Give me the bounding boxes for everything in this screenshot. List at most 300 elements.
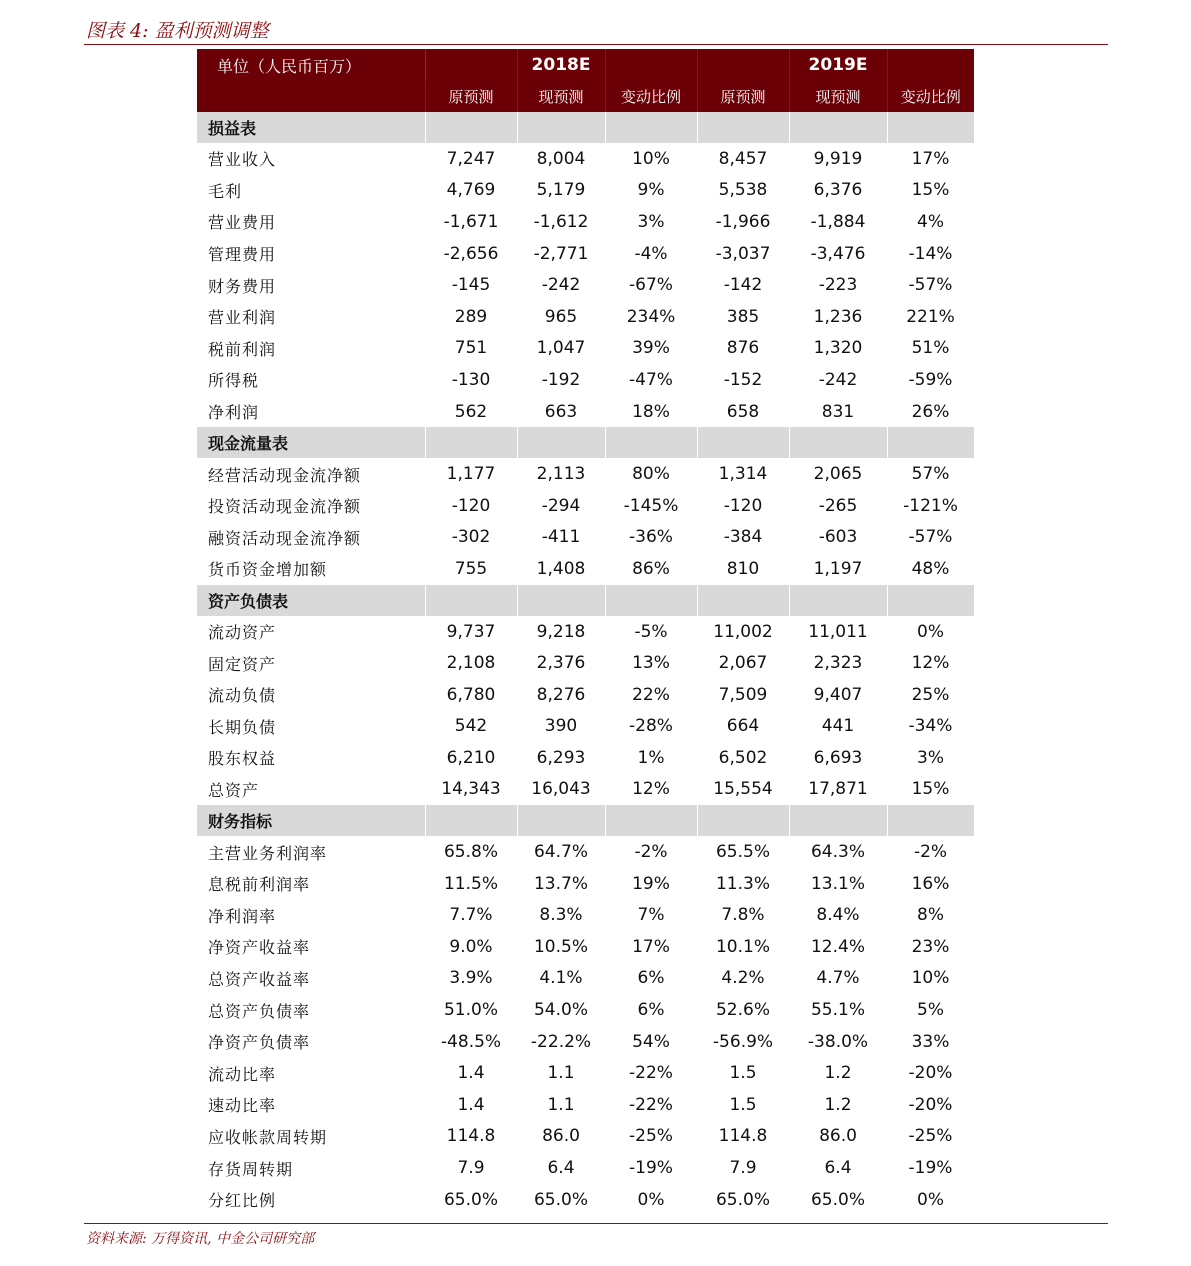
table-row bbox=[197, 931, 974, 963]
table-row bbox=[197, 1152, 974, 1184]
table-cell: -1,671 bbox=[443, 211, 499, 232]
subcol-header: 原预测 bbox=[697, 81, 789, 112]
figure-title: 图表 4: 盈利预测调整 bbox=[86, 20, 269, 42]
row-label: 速动比率 bbox=[208, 1096, 277, 1116]
row-label: 投资活动现金流净额 bbox=[208, 497, 362, 517]
table-cell: -2,656 bbox=[443, 243, 499, 264]
table-cell: 663 bbox=[544, 401, 578, 422]
table-cell: -121% bbox=[903, 495, 958, 516]
table-cell: 6,502 bbox=[718, 747, 768, 768]
table-cell: 12% bbox=[911, 653, 950, 674]
table-cell: 51.0% bbox=[443, 1000, 498, 1021]
section-spacer bbox=[517, 805, 605, 836]
table-cell: 9,919 bbox=[813, 148, 863, 169]
table-cell: 385 bbox=[726, 306, 760, 327]
table-cell: -22% bbox=[629, 1063, 673, 1084]
row-label: 营业收入 bbox=[208, 150, 277, 170]
row-label: 应收帐款周转期 bbox=[208, 1127, 328, 1147]
table-cell: 65.0% bbox=[443, 1189, 498, 1210]
table-cell: 4,769 bbox=[446, 180, 496, 201]
table-cell: -120 bbox=[723, 495, 763, 516]
table-row bbox=[197, 711, 974, 743]
table-cell: -19% bbox=[629, 1158, 673, 1179]
table-row bbox=[197, 994, 974, 1026]
header-spacer bbox=[425, 49, 517, 81]
section-spacer bbox=[789, 805, 887, 836]
table-cell: 54.0% bbox=[533, 1000, 588, 1021]
table-cell: 4% bbox=[917, 211, 944, 232]
row-label: 总资产 bbox=[208, 780, 260, 800]
table-cell: 8,004 bbox=[536, 148, 586, 169]
table-cell: 664 bbox=[726, 716, 760, 737]
unit-label: 单位（人民币百万） bbox=[197, 49, 425, 81]
table-cell: 1.2 bbox=[824, 1063, 852, 1084]
table-cell: -265 bbox=[818, 495, 858, 516]
section-title: 现金流量表 bbox=[197, 427, 425, 458]
table-cell: -59% bbox=[908, 369, 953, 390]
row-label: 财务费用 bbox=[208, 276, 277, 296]
table-cell: 39% bbox=[632, 338, 670, 359]
section-header-row bbox=[197, 112, 974, 143]
row-label: 流动资产 bbox=[208, 623, 277, 643]
table-cell: 33% bbox=[911, 1031, 950, 1052]
table-cell: -142 bbox=[723, 275, 763, 296]
table-cell: 441 bbox=[821, 716, 855, 737]
table-cell: 55.1% bbox=[810, 1000, 865, 1021]
table-cell: 15,554 bbox=[713, 779, 773, 800]
table-cell: 6% bbox=[637, 1000, 665, 1021]
table-cell: 9.0% bbox=[449, 936, 493, 957]
table-cell: -384 bbox=[723, 527, 763, 548]
table-cell: 1.2 bbox=[824, 1094, 852, 1115]
table-cell: 0% bbox=[637, 1189, 665, 1210]
subcol-header: 原预测 bbox=[425, 81, 517, 112]
row-label: 货币资金增加额 bbox=[208, 560, 328, 580]
table-cell: -22.2% bbox=[530, 1031, 592, 1052]
table-cell: 11.5% bbox=[443, 873, 498, 894]
table-body bbox=[197, 112, 974, 1215]
table-cell: 6,210 bbox=[446, 747, 496, 768]
table-cell: 52.6% bbox=[715, 1000, 770, 1021]
table-cell: 9,218 bbox=[536, 621, 586, 642]
section-spacer bbox=[697, 805, 789, 836]
table-cell: 65.0% bbox=[715, 1189, 770, 1210]
table-row bbox=[197, 742, 974, 774]
table-cell: 54% bbox=[632, 1031, 670, 1052]
table-cell: -2% bbox=[913, 842, 948, 863]
row-label: 长期负债 bbox=[208, 717, 277, 737]
table-row bbox=[197, 1026, 974, 1058]
row-label: 净资产收益率 bbox=[208, 938, 311, 958]
table-cell: 64.7% bbox=[533, 842, 588, 863]
table-row bbox=[197, 458, 974, 490]
table-cell: -2,771 bbox=[533, 243, 589, 264]
table-cell: 86.0 bbox=[819, 1126, 857, 1147]
section-spacer bbox=[605, 805, 697, 836]
table-row bbox=[197, 1184, 974, 1216]
table-cell: 390 bbox=[544, 716, 578, 737]
table-cell: 9% bbox=[637, 180, 665, 201]
table-cell: 1.1 bbox=[547, 1094, 575, 1115]
table-cell: 26% bbox=[911, 401, 950, 422]
table-row bbox=[197, 175, 974, 207]
table-row bbox=[197, 364, 974, 396]
table-cell: -294 bbox=[541, 495, 581, 516]
table-cell: 25% bbox=[911, 684, 950, 705]
table-cell: -145 bbox=[451, 275, 491, 296]
table-row bbox=[197, 836, 974, 868]
table-cell: -34% bbox=[908, 716, 953, 737]
table-cell: 65.0% bbox=[810, 1189, 865, 1210]
table-cell: 7.7% bbox=[449, 905, 493, 926]
table-cell: 1.1 bbox=[547, 1063, 575, 1084]
top-rule bbox=[84, 44, 1108, 45]
section-spacer bbox=[605, 585, 697, 616]
row-label: 流动比率 bbox=[208, 1064, 277, 1084]
table-cell: 80% bbox=[632, 464, 670, 485]
table-row bbox=[197, 963, 974, 995]
table-cell: -57% bbox=[908, 275, 953, 296]
table-cell: 64.3% bbox=[810, 842, 865, 863]
table-cell: 3% bbox=[917, 747, 944, 768]
section-spacer bbox=[425, 112, 517, 143]
section-spacer bbox=[425, 805, 517, 836]
table-cell: 17% bbox=[911, 148, 950, 169]
table-row bbox=[197, 238, 974, 270]
row-label: 经营活动现金流净额 bbox=[208, 465, 362, 485]
table-cell: 86.0 bbox=[542, 1126, 580, 1147]
table-cell: 1,320 bbox=[813, 338, 863, 359]
header-spacer bbox=[697, 49, 789, 81]
table-cell: -48.5% bbox=[440, 1031, 502, 1052]
section-header-row bbox=[197, 585, 974, 616]
table-cell: 1,177 bbox=[446, 464, 496, 485]
year-2018-header: 2018E bbox=[517, 49, 605, 81]
table-cell: 10.1% bbox=[715, 936, 770, 957]
row-label: 所得税 bbox=[208, 371, 260, 391]
table-cell: 6,780 bbox=[446, 684, 496, 705]
table-row bbox=[197, 396, 974, 428]
table-cell: 1,197 bbox=[813, 558, 863, 579]
table-row bbox=[197, 333, 974, 365]
table-cell: -145% bbox=[623, 495, 679, 516]
table-row bbox=[197, 868, 974, 900]
table-row bbox=[197, 1057, 974, 1089]
table-cell: 65.0% bbox=[533, 1189, 588, 1210]
table-cell: -242 bbox=[818, 369, 858, 390]
table-cell: 3% bbox=[637, 211, 665, 232]
table-row bbox=[197, 490, 974, 522]
table-cell: 13.1% bbox=[810, 873, 865, 894]
table-cell: 10.5% bbox=[533, 936, 588, 957]
table-cell: 10% bbox=[911, 968, 950, 989]
table-cell: 234% bbox=[626, 306, 676, 327]
table-cell: -3,476 bbox=[810, 243, 866, 264]
table-cell: 562 bbox=[454, 401, 488, 422]
section-spacer bbox=[517, 112, 605, 143]
table-cell: 15% bbox=[911, 180, 950, 201]
table-row bbox=[197, 553, 974, 585]
section-spacer bbox=[789, 112, 887, 143]
table-cell: -20% bbox=[908, 1063, 953, 1084]
year-header-row bbox=[197, 49, 974, 81]
table-cell: 86% bbox=[632, 558, 670, 579]
table-cell: 810 bbox=[726, 558, 760, 579]
table-cell: -3,037 bbox=[715, 243, 771, 264]
table-cell: 1,236 bbox=[813, 306, 863, 327]
row-label: 总资产收益率 bbox=[208, 969, 311, 989]
section-spacer bbox=[517, 585, 605, 616]
row-label: 净资产负债率 bbox=[208, 1033, 311, 1053]
table-cell: -302 bbox=[451, 527, 491, 548]
bottom-rule bbox=[84, 1223, 1108, 1224]
table-cell: 2,108 bbox=[446, 653, 496, 674]
table-cell: 2,067 bbox=[718, 653, 768, 674]
table-row bbox=[197, 301, 974, 333]
table-cell: -25% bbox=[908, 1126, 953, 1147]
table-cell: 13.7% bbox=[533, 873, 588, 894]
table-cell: 6.4 bbox=[547, 1158, 575, 1179]
subcol-header: 现预测 bbox=[789, 81, 887, 112]
row-label: 总资产负债率 bbox=[208, 1001, 311, 1021]
section-spacer bbox=[789, 585, 887, 616]
row-label: 净利润率 bbox=[208, 906, 277, 926]
table-cell: 2,323 bbox=[813, 653, 863, 674]
table-cell: -20% bbox=[908, 1094, 953, 1115]
table-cell: 2,065 bbox=[813, 464, 863, 485]
table-cell: -47% bbox=[629, 369, 673, 390]
table-cell: -19% bbox=[908, 1158, 953, 1179]
table-cell: -56.9% bbox=[712, 1031, 774, 1052]
table-cell: 8.4% bbox=[816, 905, 860, 926]
table-cell: 2,113 bbox=[536, 464, 586, 485]
table-cell: 7% bbox=[637, 905, 665, 926]
table-cell: -67% bbox=[629, 275, 673, 296]
forecast-table bbox=[197, 49, 974, 1215]
table-cell: 12% bbox=[632, 779, 670, 800]
table-cell: 23% bbox=[911, 936, 950, 957]
table-cell: -152 bbox=[723, 369, 763, 390]
row-label: 营业费用 bbox=[208, 213, 277, 233]
table-cell: 65.8% bbox=[443, 842, 498, 863]
table-cell: 7.9 bbox=[729, 1158, 757, 1179]
table-cell: -223 bbox=[818, 275, 858, 296]
table-cell: 48% bbox=[911, 558, 950, 579]
section-spacer bbox=[697, 112, 789, 143]
table-cell: 658 bbox=[726, 401, 760, 422]
section-spacer bbox=[887, 427, 974, 458]
section-spacer bbox=[517, 427, 605, 458]
table-cell: 13% bbox=[632, 653, 670, 674]
row-label: 存货周转期 bbox=[208, 1159, 294, 1179]
table-cell: -5% bbox=[634, 621, 668, 642]
header-spacer bbox=[197, 81, 425, 112]
row-label: 营业利润 bbox=[208, 308, 277, 328]
section-header-row bbox=[197, 805, 974, 836]
table-cell: -130 bbox=[451, 369, 491, 390]
table-row bbox=[197, 647, 974, 679]
table-cell: 65.5% bbox=[715, 842, 770, 863]
table-cell: 0% bbox=[917, 621, 944, 642]
section-title: 损益表 bbox=[197, 112, 425, 143]
table-cell: 4.1% bbox=[539, 968, 583, 989]
table-row bbox=[197, 774, 974, 806]
section-spacer bbox=[425, 427, 517, 458]
row-label: 分红比例 bbox=[208, 1191, 277, 1211]
row-label: 息税前利润率 bbox=[208, 875, 311, 895]
table-row bbox=[197, 679, 974, 711]
row-label: 融资活动现金流净额 bbox=[208, 528, 362, 548]
table-row bbox=[197, 616, 974, 648]
section-spacer bbox=[697, 427, 789, 458]
table-cell: -36% bbox=[629, 527, 673, 548]
section-spacer bbox=[605, 427, 697, 458]
source-note: 资料来源: 万得资讯, 中金公司研究部 bbox=[86, 1231, 315, 1247]
subcolumn-header-row bbox=[197, 81, 974, 112]
table-cell: 4.7% bbox=[816, 968, 860, 989]
table-row bbox=[197, 522, 974, 554]
table-cell: 1,314 bbox=[718, 464, 768, 485]
table-cell: 289 bbox=[454, 306, 488, 327]
table-cell: 15% bbox=[911, 779, 950, 800]
table-cell: 755 bbox=[454, 558, 488, 579]
row-label: 税前利润 bbox=[208, 339, 277, 359]
table-cell: 17,871 bbox=[808, 779, 868, 800]
table-cell: 9,407 bbox=[813, 684, 863, 705]
table-cell: 14,343 bbox=[441, 779, 501, 800]
table-cell: 7,509 bbox=[718, 684, 768, 705]
table-cell: 1% bbox=[637, 747, 665, 768]
table-row bbox=[197, 206, 974, 238]
table-cell: 51% bbox=[911, 338, 950, 359]
table-cell: -2% bbox=[634, 842, 668, 863]
table-cell: -1,966 bbox=[715, 211, 771, 232]
table-cell: -1,612 bbox=[533, 211, 589, 232]
table-cell: 1,047 bbox=[536, 338, 586, 359]
table-cell: 876 bbox=[726, 338, 760, 359]
table-cell: 3.9% bbox=[449, 968, 493, 989]
table-cell: 5,538 bbox=[718, 180, 768, 201]
section-spacer bbox=[605, 112, 697, 143]
table-cell: 8% bbox=[917, 905, 944, 926]
table-row bbox=[197, 1089, 974, 1121]
table-cell: 831 bbox=[821, 401, 855, 422]
row-label: 股东权益 bbox=[208, 749, 277, 769]
table-cell: 7.8% bbox=[721, 905, 765, 926]
table-cell: 221% bbox=[906, 306, 955, 327]
table-cell: 9,737 bbox=[446, 621, 496, 642]
table-cell: 1.5 bbox=[729, 1094, 757, 1115]
table-cell: 7,247 bbox=[446, 148, 496, 169]
table-cell: -192 bbox=[541, 369, 581, 390]
table-cell: 1.4 bbox=[457, 1063, 485, 1084]
table-cell: -1,884 bbox=[810, 211, 866, 232]
table-cell: 19% bbox=[632, 873, 670, 894]
table-cell: 16% bbox=[911, 873, 950, 894]
row-label: 净利润 bbox=[208, 403, 260, 423]
table-cell: 16,043 bbox=[531, 779, 591, 800]
table-cell: 5,179 bbox=[536, 180, 586, 201]
table-cell: 8.3% bbox=[539, 905, 583, 926]
table-cell: -14% bbox=[908, 243, 953, 264]
table-cell: 57% bbox=[911, 464, 950, 485]
table-row bbox=[197, 899, 974, 931]
table-cell: 8,457 bbox=[718, 148, 768, 169]
table-cell: 18% bbox=[632, 401, 670, 422]
table-cell: 17% bbox=[632, 936, 670, 957]
row-label: 固定资产 bbox=[208, 654, 277, 674]
table-cell: 6% bbox=[637, 968, 665, 989]
header-spacer bbox=[887, 49, 974, 81]
table-cell: 7.9 bbox=[457, 1158, 485, 1179]
section-spacer bbox=[789, 427, 887, 458]
row-label: 主营业务利润率 bbox=[208, 843, 328, 863]
section-spacer bbox=[887, 112, 974, 143]
subcol-header: 现预测 bbox=[517, 81, 605, 112]
section-header-row bbox=[197, 427, 974, 458]
subcol-header: 变动比例 bbox=[887, 81, 974, 112]
table-cell: 751 bbox=[454, 338, 488, 359]
table-cell: 5% bbox=[917, 1000, 944, 1021]
row-label: 毛利 bbox=[208, 181, 243, 201]
table-row bbox=[197, 269, 974, 301]
header-spacer bbox=[605, 49, 697, 81]
table-cell: -411 bbox=[541, 527, 581, 548]
table-cell: 11,011 bbox=[808, 621, 868, 642]
section-spacer bbox=[697, 585, 789, 616]
row-label: 流动负债 bbox=[208, 686, 277, 706]
table-cell: -242 bbox=[541, 275, 581, 296]
table-row bbox=[197, 1121, 974, 1153]
table-cell: 1.5 bbox=[729, 1063, 757, 1084]
table-cell: 11,002 bbox=[713, 621, 773, 642]
table-cell: 12.4% bbox=[810, 936, 865, 957]
section-spacer bbox=[887, 585, 974, 616]
table-cell: 6,693 bbox=[813, 747, 863, 768]
table-cell: -4% bbox=[634, 243, 668, 264]
table-cell: 2,376 bbox=[536, 653, 586, 674]
table-cell: -22% bbox=[629, 1094, 673, 1115]
table-cell: 542 bbox=[454, 716, 488, 737]
table-cell: 965 bbox=[544, 306, 578, 327]
section-title: 资产负债表 bbox=[197, 585, 425, 616]
table-cell: 114.8 bbox=[446, 1126, 496, 1147]
table-cell: -28% bbox=[629, 716, 673, 737]
table-cell: -603 bbox=[818, 527, 858, 548]
table-cell: -38.0% bbox=[807, 1031, 869, 1052]
section-title: 财务指标 bbox=[197, 805, 425, 836]
table-cell: -120 bbox=[451, 495, 491, 516]
table-cell: 6,376 bbox=[813, 180, 863, 201]
table-cell: 8,276 bbox=[536, 684, 586, 705]
table-cell: 4.2% bbox=[721, 968, 765, 989]
row-label: 管理费用 bbox=[208, 245, 277, 265]
table-cell: -25% bbox=[629, 1126, 673, 1147]
section-spacer bbox=[425, 585, 517, 616]
table-cell: 6.4 bbox=[824, 1158, 852, 1179]
table-row bbox=[197, 143, 974, 175]
year-2019-header: 2019E bbox=[789, 49, 887, 81]
table-cell: 10% bbox=[632, 148, 670, 169]
table-cell: 1.4 bbox=[457, 1094, 485, 1115]
table-cell: 0% bbox=[917, 1189, 944, 1210]
table-cell: 11.3% bbox=[715, 873, 770, 894]
table-cell: 114.8 bbox=[718, 1126, 768, 1147]
table-cell: 1,408 bbox=[536, 558, 586, 579]
section-spacer bbox=[887, 805, 974, 836]
table-cell: 22% bbox=[632, 684, 670, 705]
subcol-header: 变动比例 bbox=[605, 81, 697, 112]
